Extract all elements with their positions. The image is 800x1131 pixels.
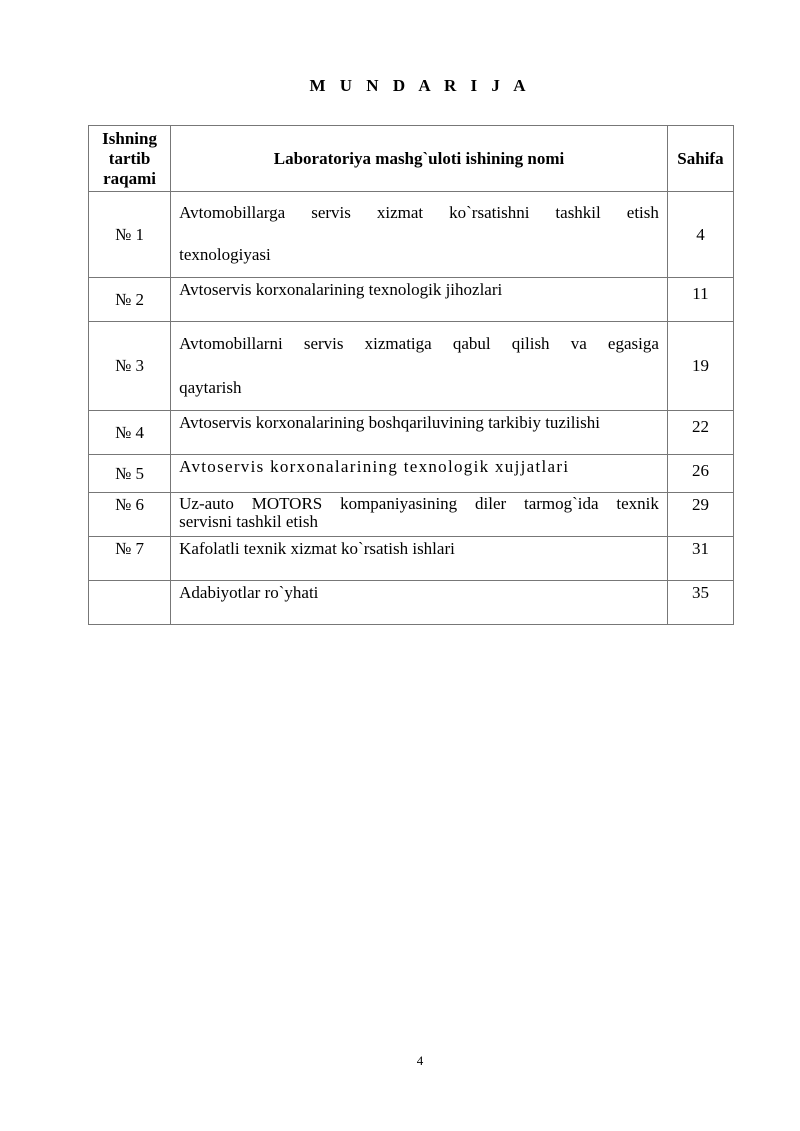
header-name: Laboratoriya mashg`uloti ishining nomi: [171, 126, 668, 192]
row-name-line: Avtomobillarni servis xizmatiga qabul qilish va egasiga: [179, 334, 659, 353]
row-name: [171, 493, 668, 537]
row-page: 22: [667, 411, 733, 455]
table-row: [89, 192, 734, 278]
row-number: № 1: [89, 192, 171, 278]
row-page: 35: [667, 581, 733, 625]
contents-table: [88, 125, 734, 625]
document-title: M U N D A R I J A: [309, 76, 531, 95]
row-page: 4: [667, 192, 733, 278]
table-row: [89, 493, 734, 537]
row-name-line: Avtomobillarga servis xizmat ko`rsatishni tashkil etish: [179, 203, 659, 222]
row-name: Avtoservis korxonalarining texnologik xujjatlari: [171, 455, 668, 493]
row-name-line: Uz-auto MOTORS kompaniyasining diler tarmog`ida texnik: [179, 494, 659, 513]
row-name-line: texnologiyasi: [179, 245, 271, 264]
row-page: 31: [667, 537, 733, 581]
table-row: [89, 581, 734, 625]
row-name-line: servisni tashkil etish: [179, 512, 318, 531]
row-number: № 6: [89, 493, 171, 537]
row-name-line: qaytarish: [179, 378, 242, 397]
table-row: [89, 411, 734, 455]
header-number: Ishning tartib raqami: [89, 126, 171, 192]
row-name: Avtoservis korxonalarining texnologik jihozlari: [171, 278, 668, 322]
table-header-row: [89, 126, 734, 192]
row-page: 19: [667, 322, 733, 411]
row-number: № 7: [89, 537, 171, 581]
row-number: № 2: [89, 278, 171, 322]
row-number: № 5: [89, 455, 171, 493]
table-row: [89, 537, 734, 581]
row-name: Kafolatli texnik xizmat ko`rsatish ishlari: [171, 537, 668, 581]
page-number: 4: [416, 1053, 424, 1068]
table-row: [89, 455, 734, 493]
row-number: № 4: [89, 411, 171, 455]
header-page: Sahifa: [667, 126, 733, 192]
row-page: 26: [667, 455, 733, 493]
row-name: Adabiyotlar ro`yhati: [171, 581, 668, 625]
row-name: [171, 322, 668, 411]
row-number: № 3: [89, 322, 171, 411]
table-row: [89, 278, 734, 322]
table-row: [89, 322, 734, 411]
row-name: Avtoservis korxonalarining boshqariluvining tarkibiy tuzilishi: [171, 411, 668, 455]
row-page: 11: [667, 278, 733, 322]
row-number: [89, 581, 171, 625]
row-page: 29: [667, 493, 733, 537]
row-name: [171, 192, 668, 278]
